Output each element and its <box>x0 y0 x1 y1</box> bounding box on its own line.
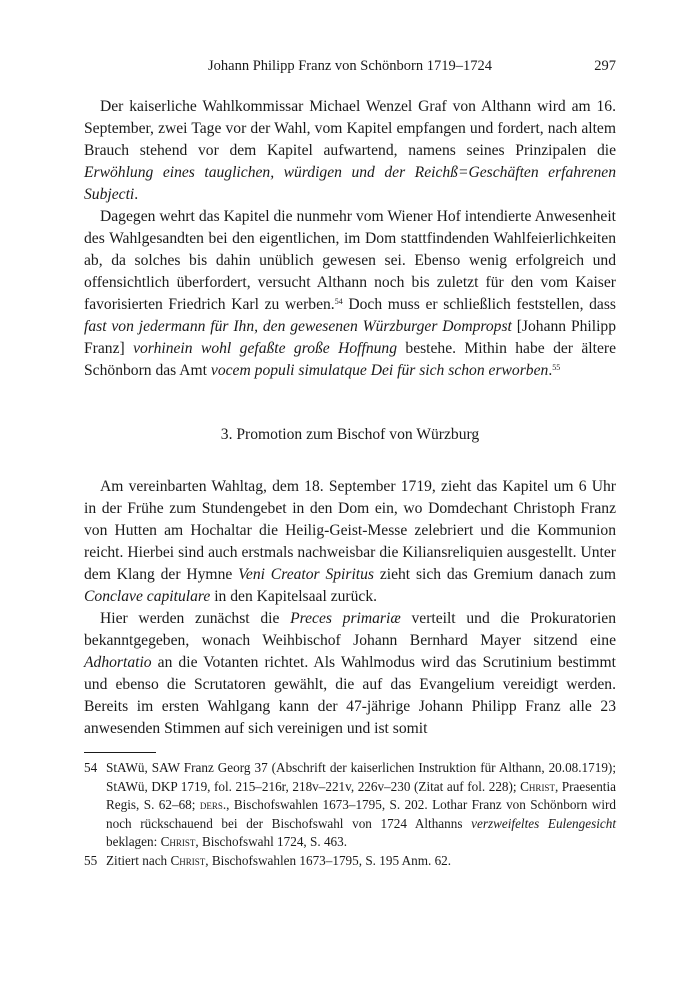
paragraph-3 <box>84 476 616 608</box>
text-run: an die Votanten richtet. Als Wahlmodus wird das Scrutinium bestimmt und ebenso die Scrutatoren gewählt, die auf das Evangelium vereidigt werden. Bereits im ersten Wahlgang kann der 47-jährige Johann Philipp Franz alle 23 anwesenden Stimmen auf sich vereinigen und ist somit <box>84 654 616 737</box>
running-title: Johann Philipp Franz von Schönborn 1719–1724 <box>208 58 492 74</box>
page-header <box>84 58 616 80</box>
italic-term: Conclave capitulare <box>84 588 211 605</box>
text-run: Hier werden zunächst die <box>100 610 291 627</box>
footnote-55 <box>84 852 616 871</box>
footnote-separator <box>84 752 156 753</box>
italic-quote: fast von jedermann für Ihn, den gewesenen Würzburger Dompropst <box>84 318 512 335</box>
text-run: verteilt und die Prokuratorien bekanntgegeben, wonach Weihbischof Johann Bernhard Mayer sitzend eine <box>84 610 616 649</box>
footnote-ref-54[interactable]: 54 <box>334 297 343 306</box>
footnote-number: 54 <box>84 760 98 775</box>
text-run: , Bischofswahlen 1673–1795, S. 202. Lothar Franz von Schönborn wird noch rückschauend bei der Bischofswahl von 1724 Althanns <box>106 797 616 831</box>
text-run: zieht sich das Gremium danach zum <box>373 566 616 583</box>
paragraph-1 <box>84 96 616 206</box>
text-run: , Bischofswahl 1724, S. 463. <box>195 834 348 850</box>
text-run: StAWü, SAW Franz Georg 37 (Abschrift der kaiserlichen Instruktion für Althann, 20.08.1719); StAWü, DKP 1719, fol. 215–216r, 218v–221v, 226v–230 (Zitat auf fol. 228); <box>106 760 616 794</box>
author-name: ders. <box>199 797 227 813</box>
text-run: Dagegen wehrt das Kapitel die nunmehr vom Wiener Hof intendierte Anwesenheit des Wahlgesandten bei den eigentlichen, im Dom stattfindenden Wahlfeierlichkeiten ab, da solches bis dahin unüblich gewesen sei. Ebenso wenig erfolgreich und offensichtlich überfordert, versucht Althann noch bis zuletzt für den vom Kaiser favorisierten Friedrich Karl zu werben. <box>84 208 616 313</box>
text-run: . <box>134 186 139 203</box>
section-heading: 3. Promotion zum Bischof von Würzburg <box>220 426 480 443</box>
text-run: , Bischofswahlen 1673–1795, S. 195 Anm. 62. <box>205 852 452 868</box>
italic-term: Adhortatio <box>84 654 152 671</box>
footnote-ref-55[interactable]: 55 <box>552 363 561 372</box>
italic-quote: Erwöhlung eines tauglichen, würdigen und der Reichß=Geschäften erfahrenen Subjecti <box>84 164 616 203</box>
text-run: bestehe. Mithin habe der ältere Schönborn das Amt <box>84 340 616 379</box>
footnote-54 <box>84 759 616 852</box>
italic-quote: vorhinein wohl gefaßte große Hoffnung <box>133 340 398 357</box>
text-run: beklagen: <box>106 834 161 850</box>
text-run: Doch muss er schließlich feststellen, dass <box>342 296 616 313</box>
page-number: 297 <box>594 58 616 74</box>
italic-term: Preces primariæ <box>290 610 401 627</box>
footnote-number: 55 <box>84 852 98 868</box>
text-run: , Praesentia Regis, S. 62–68; <box>106 778 616 813</box>
text-run: . <box>548 362 553 379</box>
paragraph-4 <box>84 608 616 740</box>
text-run: Am vereinbarten Wahltag, dem 18. September 1719, zieht das Kapitel um 6 Uhr in der Frühe zum Stundengebet in den Dom ein, wo Domdechant Christoph Franz von Hutten am Hochaltar die Heilig-Geist-Messe zelebriert und die Kommunion reicht. Hierbei sind auch erstmals nachweisbar die Kiliansreliquien ausgestellt. Unter dem Klang der Hymne <box>84 478 616 583</box>
italic-quote: verzweifeltes Eulengesicht <box>471 815 617 831</box>
paragraph-2 <box>84 206 616 382</box>
page <box>84 58 616 871</box>
text-run: in den Kapitelsaal zurück. <box>210 588 378 605</box>
text-run: [Johann Philipp Franz] <box>84 318 617 357</box>
author-name: Christ <box>170 852 206 868</box>
author-name: Christ <box>520 778 555 794</box>
italic-quote: vocem populi simulatque Dei für sich schon erworben <box>210 362 549 379</box>
author-name: Christ <box>160 834 196 850</box>
text-run: Zitiert nach <box>106 852 171 868</box>
text-run: Der kaiserliche Wahlkommissar Michael Wenzel Graf von Althann wird am 16. September, zwei Tage vor der Wahl, vom Kapitel empfangen und fordert, nach altem Brauch stehend vor dem Kapitel aufwartend, namens seines Prinzipalen die <box>84 98 616 159</box>
italic-term: Veni Creator Spiritus <box>238 566 374 583</box>
